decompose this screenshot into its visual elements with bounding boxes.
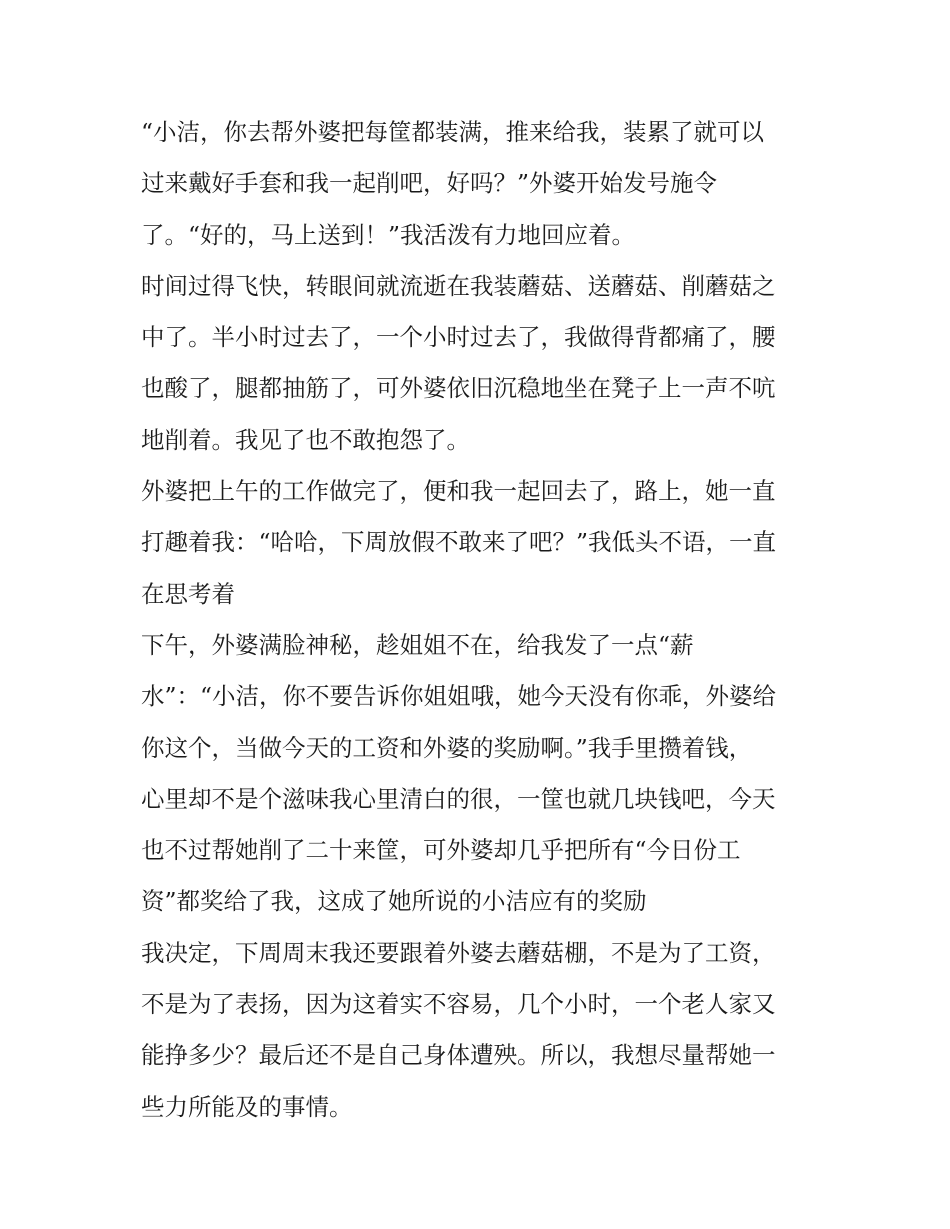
text-line: 了。“好的，马上送到！”我活泼有力地回应着。: [141, 220, 636, 249]
document-body: [141, 107, 821, 1133]
text-line: 心里却不是个滋味我心里清白的很，一筐也就几块钱吧，今天: [141, 784, 776, 813]
text-line: “小洁，你去帮外婆把每筐都装满，推来给我，装累了就可以: [141, 118, 765, 146]
text-line: 你这个，当做今天的工资和外婆的奖励啊。”我手里攒着钱，: [141, 733, 753, 762]
text-line: 过来戴好手套和我一起削吧，好吗？”外婆开始发号施令: [141, 169, 718, 198]
text-line: 水”：“小洁，你不要告诉你姐姐哦，她今天没有你乖，外婆给: [141, 682, 777, 711]
text-line: 不是为了表扬，因为这着实不容易，几个小时，一个老人家又: [141, 990, 776, 1019]
text-line: 时间过得飞快，转眼间就流逝在我装蘑菇、送蘑菇、削蘑菇之: [141, 271, 776, 300]
text-line: 地削着。我见了也不敢抱怨了。: [141, 425, 470, 454]
text-line: 也酸了，腿都抽筋了，可外婆依旧沉稳地坐在凳子上一声不吭: [141, 374, 776, 403]
text-line: 外婆把上午的工作做完了，便和我一起回去了，路上，她一直: [141, 477, 776, 506]
text-line: 在思考着: [141, 579, 235, 608]
text-line: 我决定，下周周末我还要跟着外婆去蘑菇棚，不是为了工资，: [141, 938, 776, 967]
text-line: 中了。半小时过去了，一个小时过去了，我做得背都痛了，腰: [141, 323, 776, 352]
text-line: 打趣着我：“哈哈，下周放假不敢来了吧？”我低头不语，一直: [141, 528, 777, 557]
text-line: 下午，外婆满脸神秘，趁姐姐不在，给我发了一点“薪: [141, 630, 694, 659]
text-line: 些力所能及的事情。: [141, 1092, 353, 1121]
text-line: 资”都奖给了我，这成了她所说的小洁应有的奖励: [141, 887, 647, 916]
text-line: 也不过帮她削了二十来筐，可外婆却几乎把所有“今日份工: [141, 836, 741, 865]
text-line: 能挣多少？最后还不是自己身体遭殃。所以，我想尽量帮她一: [141, 1041, 776, 1070]
